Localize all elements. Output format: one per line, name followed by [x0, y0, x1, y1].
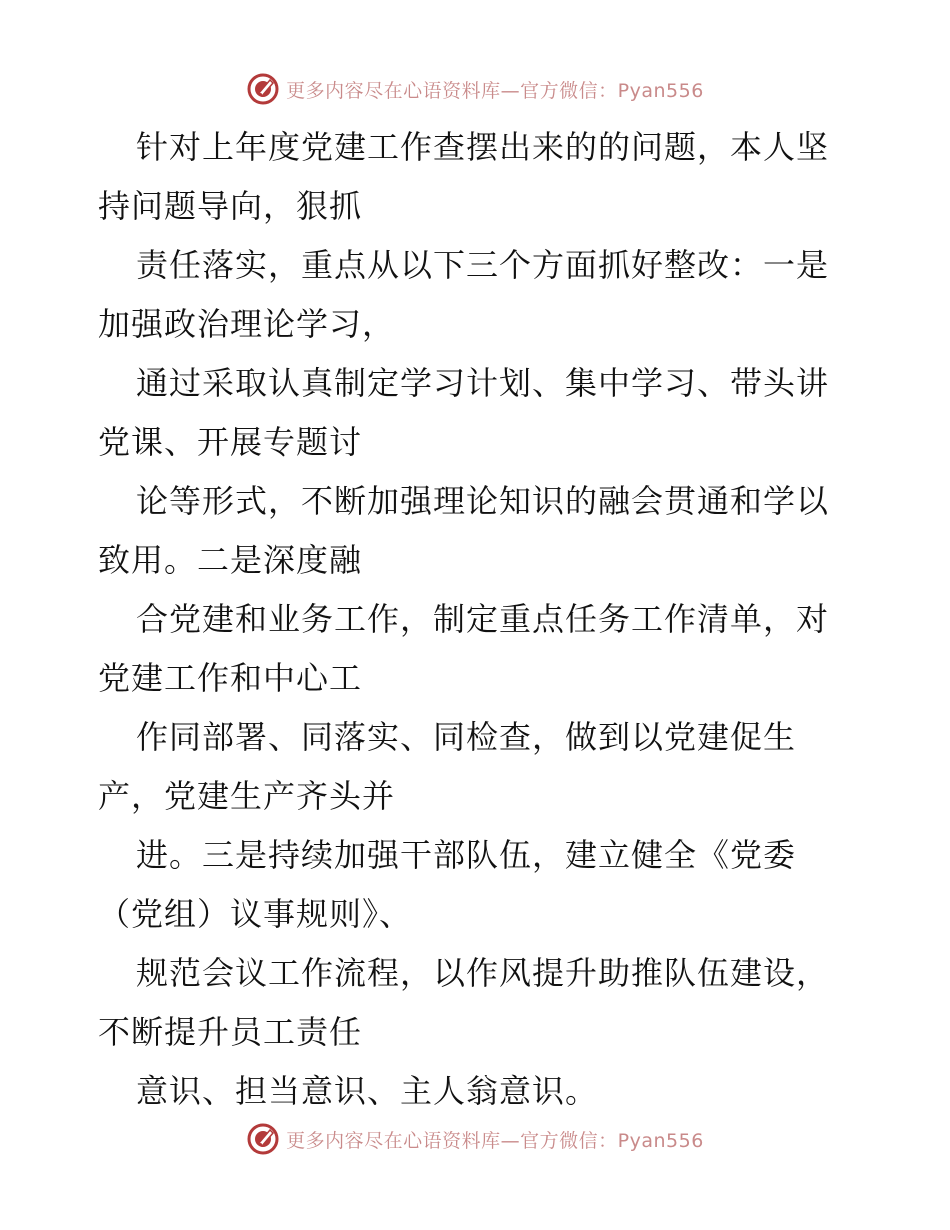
paragraph-8: 规范会议工作流程，以作风提升助推队伍建设，不断提升员工责任: [98, 954, 830, 1051]
paragraph-1: 针对上年度党建工作查摆出来的的问题，本人坚持问题导向，狠抓: [98, 128, 830, 225]
banner-text: 更多内容尽在心语资料库—官方微信：Pyan556: [286, 79, 704, 102]
paragraph-9: 意识、担当意识、主人翁意识。: [136, 1072, 599, 1110]
paragraph-5: 合党建和业务工作，制定重点任务工作清单，对党建工作和中心工: [98, 600, 830, 697]
banner-text: 更多内容尽在心语资料库—官方微信：Pyan556: [286, 1129, 704, 1152]
footer-banner: [0, 1122, 950, 1156]
pen-nib-logo-icon: [246, 72, 280, 106]
paragraph-7: 进。三是持续加强干部队伍，建立健全《党委（党组）议事规则》、: [98, 836, 797, 933]
paragraph-4: 论等形式，不断加强理论知识的融会贯通和学以致用。二是深度融: [98, 482, 830, 579]
document-body: [98, 118, 858, 1121]
paragraph-3: 通过采取认真制定学习计划、集中学习、带头讲党课、开展专题讨: [98, 364, 830, 461]
header-banner: [0, 72, 950, 106]
pen-nib-logo-icon: [246, 1122, 280, 1156]
paragraph-6: 作同部署、同落实、同检查，做到以党建促生产，党建生产齐头并: [98, 718, 797, 815]
paragraph-2: 责任落实，重点从以下三个方面抓好整改：一是加强政治理论学习，: [98, 246, 830, 343]
